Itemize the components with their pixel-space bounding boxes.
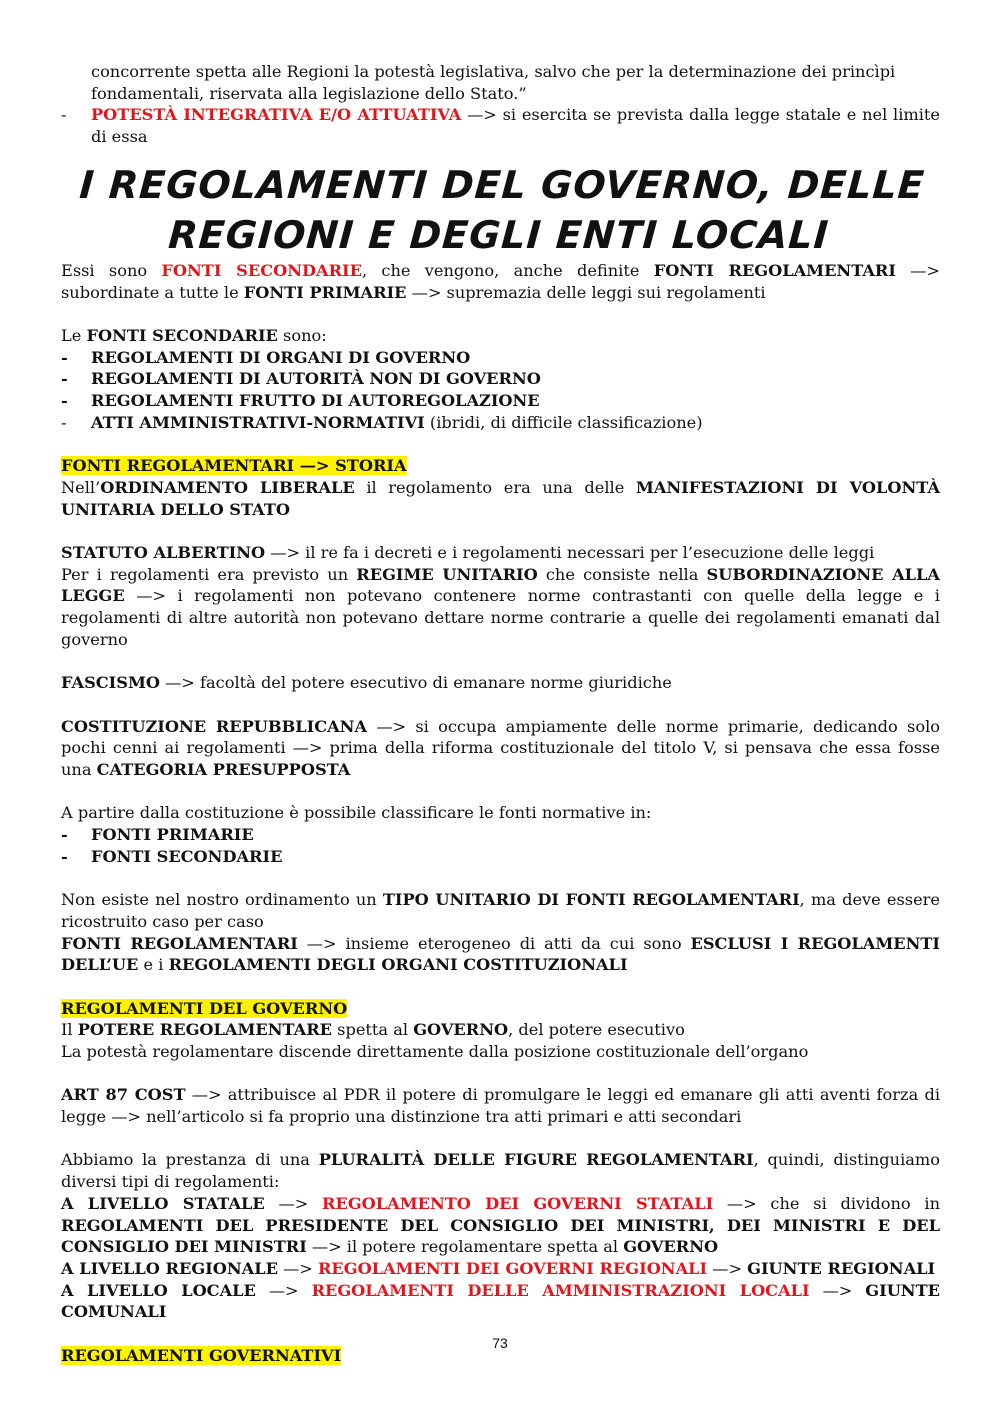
fonti-regolamentari-paragraph: FONTI REGOLAMENTARI —> insieme eterogeneo di atti da cui sono ESCLUSI I REGOLAMENTI DELL’UE e i REGOLAMENTI DEGLI ORGANI COSTITUZIONALI (61, 933, 940, 975)
continued-quote: concorrente spetta alle Regioni la potestà legislativa, salvo che per la determinazione dei princìpi fondamentali, riservata alla legislazione dello Stato.” (91, 62, 896, 103)
livello-statale-paragraph: A LIVELLO STATALE —> REGOLAMENTO DEI GOVERNI STATALI —> che si dividono in REGOLAMENTI DEL PRESIDENTE DEL CONSIGLIO DEI MINISTRI, DEI MINISTRI E DEL CONSIGLIO DEI MINISTRI —> il potere regolamentare spetta al GOVERNO (61, 1193, 941, 1257)
tipo-unitario-paragraph: Non esiste nel nostro ordinamento un TIPO UNITARIO DI FONTI REGOLAMENTARI, ma deve essere ricostruito caso per caso (61, 890, 940, 931)
livello-locale-line: A LIVELLO LOCALE —> REGOLAMENTI DELLE AMMINISTRAZIONI LOCALI —> GIUNTE COMUNALI (61, 1280, 940, 1322)
section-heading-governo: REGOLAMENTI DEL GOVERNO (61, 998, 348, 1018)
section-heading-storia: FONTI REGOLAMENTARI —> STORIA (61, 456, 407, 476)
list-item: - REGOLAMENTI DI ORGANI DI GOVERNO (61, 347, 940, 369)
costituzione-paragraph: COSTITUZIONE REPUBBLICANA —> si occupa ampiamente delle norme primarie, dedicando solo pochi cenni ai regolamenti —> prima della riforma costituzionale del titolo V, si pensava che essa fosse una CATEGORIA PRESUPPOSTA (61, 716, 940, 779)
page-number: 73 (492, 1335, 508, 1351)
list-item: - FONTI PRIMARIE (61, 824, 940, 846)
section-heading-governativi: REGOLAMENTI GOVERNATIVI (61, 1345, 342, 1365)
list-item: - REGOLAMENTI FRUTTO DI AUTOREGOLAZIONE (61, 390, 940, 412)
potere-regolamentare-line: Il POTERE REGOLAMENTARE spetta al GOVERNO, del potere esecutivo (61, 1020, 685, 1040)
chapter-title: I REGOLAMENTI DEL GOVERNO, DELLE REGIONI E DEGLI ENTI LOCALI (78, 162, 927, 257)
regime-unitario-paragraph: Per i regolamenti era previsto un REGIME UNITARIO che consiste nella SUBORDINAZIONE ALLA LEGGE —> i regolamenti non potevano contenere norme contrastanti con quelle della legge e i regolamenti di altre autorità non potevano dettare norme contrarie a quelle dei regolamenti emanati dal governo (61, 564, 940, 649)
list-item: - FONTI SECONDARIE (61, 846, 940, 868)
intro-paragraph: Essi sono FONTI SECONDARIE, che vengono, anche definite FONTI REGOLAMENTARI —> subordinate a tutte le FONTI PRIMARIE —> supremazia delle leggi sui regolamenti (61, 260, 940, 302)
fascismo-line: FASCISMO —> facoltà del potere esecutivo di emanare norme giuridiche (61, 673, 672, 693)
ordinamento-liberale-paragraph: Nell’ORDINAMENTO LIBERALE il regolamento era una delle MANIFESTAZIONI DI VOLONTÀ UNITARIA DELLO STATO (61, 477, 941, 519)
livello-regionale-line: A LIVELLO REGIONALE —> REGOLAMENTI DEI GOVERNI REGIONALI —> GIUNTE REGIONALI (61, 1259, 936, 1278)
potesta-line: La potestà regolamentare discende direttamente dalla posizione costituzionale dell’organo (61, 1042, 809, 1061)
document-page (61, 61, 940, 1367)
secondarie-lead: Le FONTI SECONDARIE sono: (61, 325, 327, 345)
art87-paragraph: ART 87 COST —> attribuisce al PDR il potere di promulgare le leggi ed emanare gli atti aventi forza di legge —> nell’articolo si fa proprio una distinzione tra atti primari e atti secondari (61, 1085, 941, 1127)
list-item: - REGOLAMENTI DI AUTORITÀ NON DI GOVERNO (61, 368, 940, 390)
list-item: - ATTI AMMINISTRATIVI-NORMATIVI (ibridi, di difficile classificazione) (61, 412, 940, 434)
statuto-albertino-line: STATUTO ALBERTINO —> il re fa i decreti e i regolamenti necessari per l’esecuzione delle leggi (61, 542, 875, 562)
bullet-potesta-integrativa: - POTESTÀ INTEGRATIVA E/O ATTUATIVA —> si esercita se prevista dalla legge statale e nel limite di essa (61, 104, 940, 147)
classificazione-lead: A partire dalla costituzione è possibile classificare le fonti normative in: (61, 803, 652, 823)
pluralita-paragraph: Abbiamo la prestanza di una PLURALITÀ DELLE FIGURE REGOLAMENTARI, quindi, distinguiamo diversi tipi di regolamenti: (61, 1150, 941, 1192)
